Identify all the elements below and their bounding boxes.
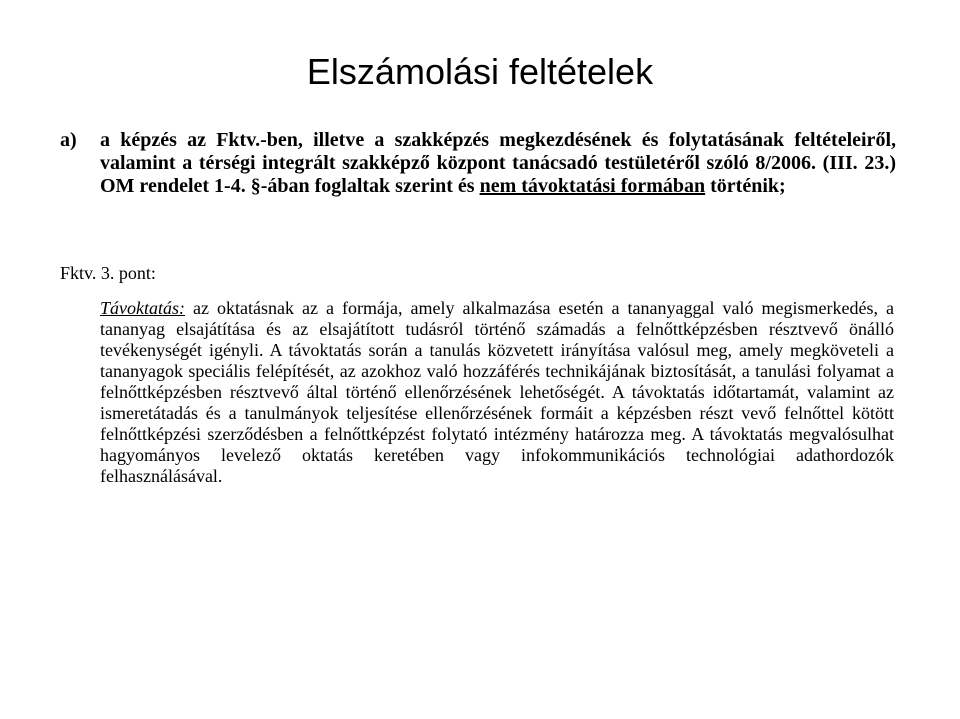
reference-label: Fktv. 3. pont: <box>60 263 156 283</box>
definition-term: Távoktatás: <box>100 298 185 318</box>
list-item-text <box>100 129 896 198</box>
definition-paragraph <box>100 298 894 487</box>
underlined-phrase: nem távoktatási formában <box>479 175 706 197</box>
list-marker: a) <box>60 129 77 151</box>
list-item-text-main: a képzés az Fktv.-ben, illetve a szakképzés megkezdésének és folytatásának feltételeiről, valamint a térségi integrált szakképző központ tanácsadó testületéről szóló 8/2006. (III. 23.) OM rendelet 1-4. §-ában foglaltak szerint és <box>100 129 896 197</box>
list-item-text-end: történik; <box>705 175 786 197</box>
definition-body: az oktatásnak az a formája, amely alkalmazása esetén a tananyaggal való megismerkedés, a tananyag elsajátítása és az elsajátított tudásról történő számadás a felnőttképzésben résztvevő önálló tevékenységét igényli. A távoktatás során a tanulás közvetett irányítása valósul meg, amely megköveteli a tananyagok speciális felépítését, az azokhoz való hozzáférés technikájának biztosítását, a tanulási folyamat a felnőttképzésben résztvevő által történő ellenőrzésének lehetőségét. A távoktatás időtartamát, valamint az ismeretátadás és a tanulmányok teljesítése ellenőrzésének formáit a képzésben részt vevő felnőttel kötött felnőttképzési szerződésben a felnőttképzést folytató intézmény határozza meg. A távoktatás megvalósulhat hagyományos levelező oktatás keretében vagy infokommunikációs technológiai adathordozók felhasználásával. <box>100 298 894 486</box>
slide-title: Elszámolási feltételek <box>306 51 654 92</box>
list-item-a <box>60 129 896 198</box>
